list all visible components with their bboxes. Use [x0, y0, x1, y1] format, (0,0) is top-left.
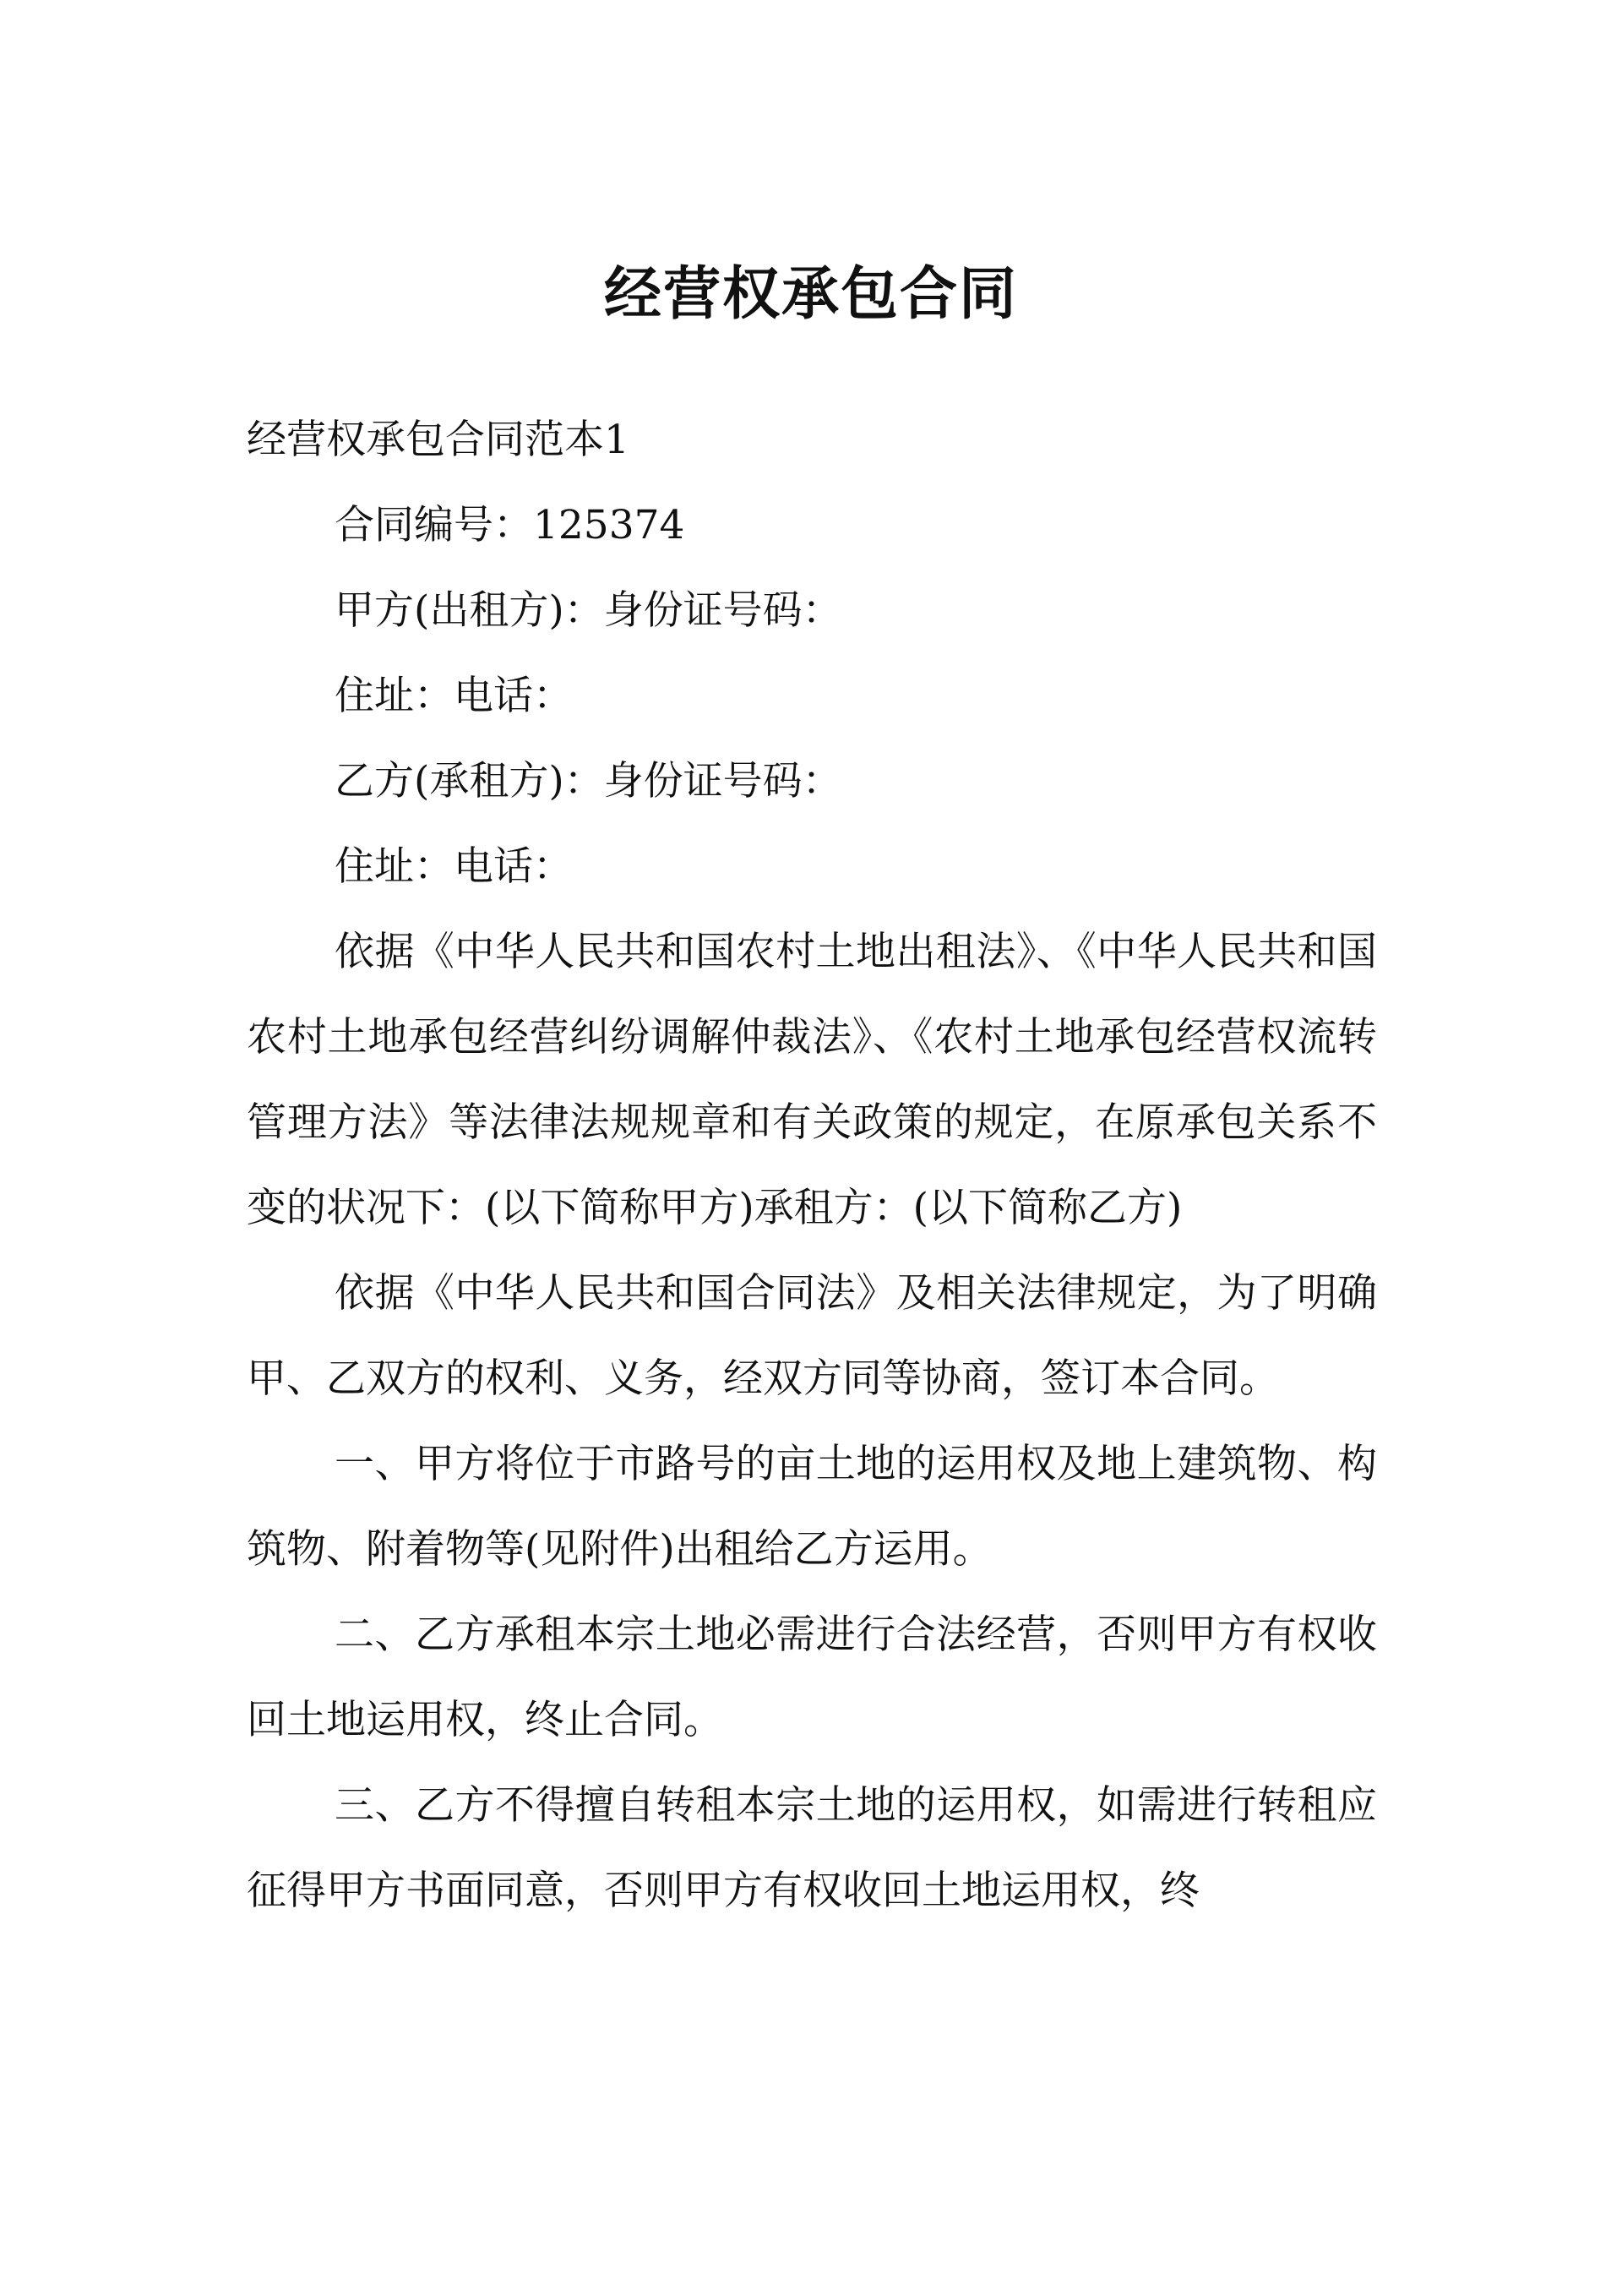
paragraph-party-b-address: 住址：电话：	[335, 843, 573, 890]
paragraph-clause-3: 三、乙方不得擅自转租本宗土地的运用权，如需进行转租应征得甲方书面同意，否则甲方有权收回土地运用权，终	[247, 1782, 1377, 1914]
paragraph-clause-2: 二、乙方承租本宗土地必需进行合法经营，否则甲方有权收回土地运用权，终止合同。	[247, 1612, 1377, 1743]
paragraph-legal-basis: 依据《中华人民共和国农村土地出租法》、《中华人民共和国农村土地承包经营纠纷调解仲裁法》、《农村土地承包经营权流转管理方法》等法律法规规章和有关政策的规定，在原承包关系不变的状况下：(以下简称甲方)承租方：(以下简称乙方)	[247, 929, 1377, 1231]
paragraph-template-heading: 经营权承包合同范本1	[247, 417, 629, 463]
paragraph-party-a-address: 住址：电话：	[335, 673, 573, 719]
paragraph-party-a: 甲方(出租方)：身份证号码：	[335, 587, 842, 634]
document-body	[247, 397, 1377, 1933]
paragraph-clause-1: 一、甲方将位于市路号的亩土地的运用权及地上建筑物、构筑物、附着物等(见附件)出租给乙方运用。	[247, 1441, 1377, 1573]
paragraph-contract-purpose: 依据《中华人民共和国合同法》及相关法律规定，为了明确甲、乙双方的权利、义务，经双方同等协商，签订本合同。	[247, 1270, 1377, 1402]
document-title: 经营权承包合同	[603, 260, 1018, 328]
paragraph-contract-number: 合同编号：125374	[335, 502, 685, 548]
paragraph-party-b: 乙方(承租方)：身份证号码：	[335, 758, 842, 804]
